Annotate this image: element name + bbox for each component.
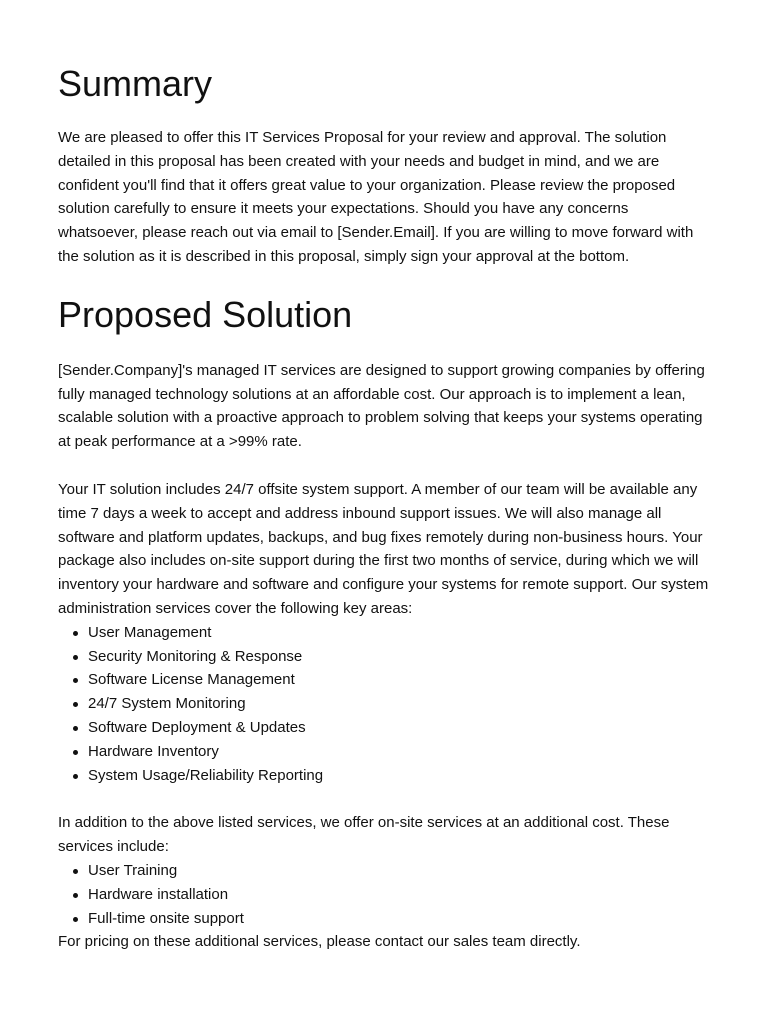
list-item: User Training	[58, 859, 712, 883]
pricing-note: For pricing on these additional services, please contact our sales team directly.	[58, 933, 581, 951]
list-item: Security Monitoring & Response	[58, 645, 712, 669]
list-item: System Usage/Reliability Reporting	[58, 764, 712, 788]
list-item: 24/7 System Monitoring	[58, 692, 712, 716]
list-item: User Management	[58, 621, 712, 645]
summary-heading: Summary	[58, 63, 213, 104]
additional-services-paragraph: In addition to the above listed services, we offer on-site services at an additional cost. These services include:	[58, 814, 670, 856]
list-item: Software License Management	[58, 668, 712, 692]
support-paragraph: Your IT solution includes 24/7 offsite system support. A member of our team will be available any time 7 days a week to accept and address inbound support issues. We will also manage all software and platform updates, backups, and bug fixes remotely during non-business hours. Your package also includes on-site support during the first two months of service, during which we will inventory your hardware and software and configure your systems for remote support. Our system administration services cover the following key areas:	[58, 480, 709, 617]
list-item: Hardware installation	[58, 883, 712, 907]
proposed-solution-heading: Proposed Solution	[58, 293, 353, 335]
list-item: Full-time onsite support	[58, 907, 712, 931]
solution-intro-paragraph: [Sender.Company]'s managed IT services are designed to support growing companies by offering fully managed technology solutions at an affordable cost. Our approach is to implement a lean, scalable solution with a proactive approach to problem solving that keeps your systems operating at peak performance at a >99% rate.	[58, 361, 705, 451]
list-item: Hardware Inventory	[58, 740, 712, 764]
list-item: Software Deployment & Updates	[58, 716, 712, 740]
summary-paragraph: We are pleased to offer this IT Services Proposal for your review and approval. The solution detailed in this proposal has been created with your needs and budget in mind, and we are confident you'll find that it offers great value to your organization. Please review the proposed solution carefully to ensure it meets your expectations. Should you have any concerns whatsoever, please reach out via email to [Sender.Email]. If you are willing to move forward with the solution as it is described in this proposal, simply sign your approval at the bottom.	[58, 129, 694, 265]
additional-services-list	[58, 859, 712, 930]
key-areas-list	[58, 621, 712, 788]
